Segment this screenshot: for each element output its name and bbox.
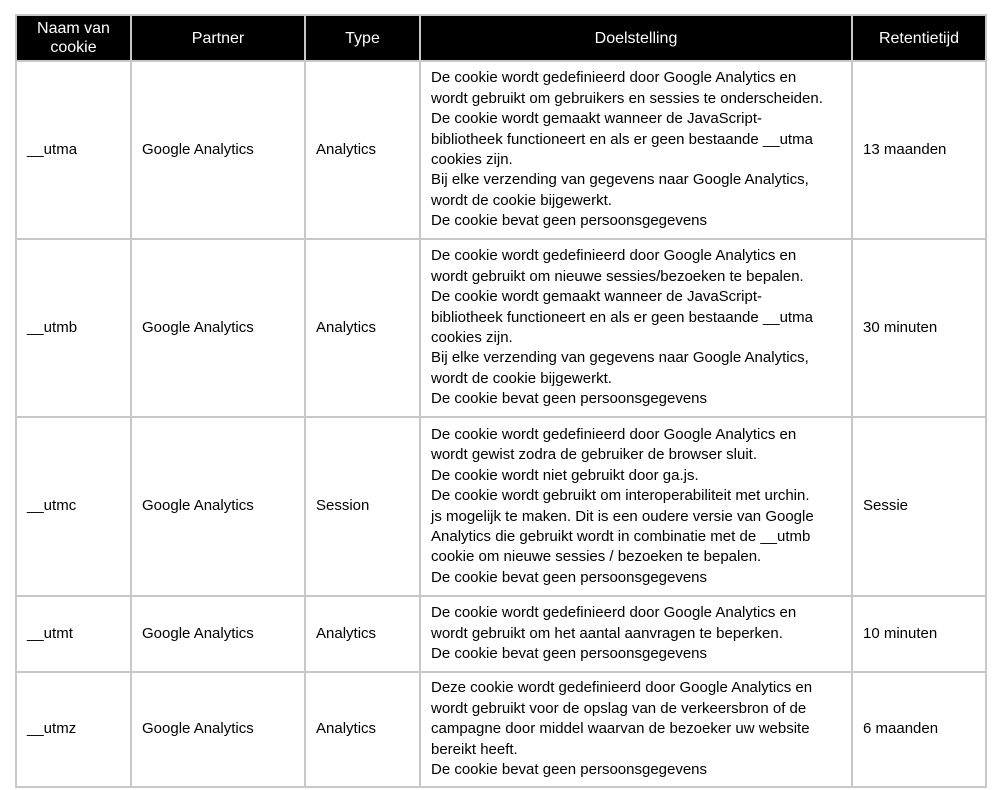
cookie-name-cell: __utmt: [16, 596, 131, 672]
purpose-line: De cookie bevat geen persoonsgegevens: [431, 212, 708, 230]
purpose-line: De cookie wordt gemaakt wanneer de JavaScript-: [431, 110, 762, 128]
purpose-line: De cookie wordt gedefinieerd door Google Analytics en: [431, 604, 797, 622]
purpose-line: Bij elke verzending van gegevens naar Google Analytics,: [431, 349, 809, 367]
retention-cell: 13 maanden: [852, 61, 986, 239]
purpose-line: js mogelijk te maken. Dit is een oudere versie van Google: [431, 507, 814, 525]
partner-cell: Google Analytics: [131, 61, 305, 239]
purpose-line: De cookie wordt gedefinieerd door Google Analytics en: [431, 247, 797, 265]
purpose-cell: [420, 672, 852, 787]
purpose-line: wordt de cookie bijgewerkt.: [431, 369, 612, 387]
purpose-line: bereikt heeft.: [431, 740, 518, 758]
header-row: [16, 15, 986, 61]
purpose-cell: [420, 596, 852, 672]
purpose-line: De cookie wordt gemaakt wanneer de JavaScript-: [431, 288, 762, 306]
cookie-table: [15, 14, 987, 788]
retention-cell: 10 minuten: [852, 596, 986, 672]
partner-cell: Google Analytics: [131, 239, 305, 417]
cookie-name-cell: __utmc: [16, 417, 131, 596]
purpose-cell: [420, 417, 852, 596]
purpose-line: Analytics die gebruikt wordt in combinatie met de __utmb: [431, 527, 811, 545]
purpose-line: cookies zijn.: [431, 151, 513, 168]
purpose-line: wordt de cookie bijgewerkt.: [431, 191, 612, 209]
table-header: [16, 15, 986, 61]
cookie-name-cell: __utmb: [16, 239, 131, 417]
purpose-line: bibliotheek functioneert en als er geen bestaande __utma: [431, 130, 813, 148]
purpose-line: wordt gewist zodra de gebruiker de browser sluit.: [431, 446, 757, 464]
header-purpose: Doelstelling: [420, 15, 852, 61]
purpose-line: De cookie bevat geen persoonsgegevens: [431, 645, 708, 663]
table-row: [16, 239, 986, 417]
purpose-line: Bij elke verzending van gegevens naar Google Analytics,: [431, 171, 809, 189]
type-cell: Session: [305, 417, 420, 596]
purpose-line: campagne door middel waarvan de bezoeker uw website: [431, 720, 810, 738]
purpose-line: wordt gebruikt om gebruikers en sessies te onderscheiden.: [431, 89, 823, 107]
purpose-line: De cookie bevat geen persoonsgegevens: [431, 390, 708, 408]
purpose-line: De cookie wordt gedefinieerd door Google Analytics en: [431, 69, 797, 87]
table-row: [16, 417, 986, 596]
purpose-line: wordt gebruikt voor de opslag van de verkeersbron of de: [431, 699, 807, 717]
purpose-line: De cookie wordt niet gebruikt door ga.js.: [431, 466, 699, 484]
partner-cell: Google Analytics: [131, 672, 305, 787]
retention-cell: Sessie: [852, 417, 986, 596]
retention-cell: 30 minuten: [852, 239, 986, 417]
purpose-line: De cookie bevat geen persoonsgegevens: [431, 568, 708, 586]
header-partner: Partner: [131, 15, 305, 61]
partner-cell: Google Analytics: [131, 417, 305, 596]
cookie-name-cell: __utmz: [16, 672, 131, 787]
table-body: [16, 61, 986, 787]
purpose-line: Deze cookie wordt gedefinieerd door Google Analytics en: [431, 679, 813, 697]
header-cookie-name: Naam van cookie: [16, 15, 131, 61]
header-type: Type: [305, 15, 420, 61]
purpose-line: bibliotheek functioneert en als er geen bestaande __utma: [431, 308, 813, 326]
type-cell: Analytics: [305, 672, 420, 787]
type-cell: Analytics: [305, 61, 420, 239]
type-cell: Analytics: [305, 239, 420, 417]
purpose-line: cookie om nieuwe sessies / bezoeken te bepalen.: [431, 548, 762, 566]
purpose-line: wordt gebruikt om het aantal aanvragen te beperken.: [431, 624, 783, 642]
purpose-line: De cookie bevat geen persoonsgegevens: [431, 761, 708, 779]
type-cell: Analytics: [305, 596, 420, 672]
purpose-cell: [420, 239, 852, 417]
partner-cell: Google Analytics: [131, 596, 305, 672]
purpose-line: De cookie wordt gebruikt om interoperabiliteit met urchin.: [431, 487, 810, 505]
cookie-name-cell: __utma: [16, 61, 131, 239]
purpose-line: De cookie wordt gedefinieerd door Google Analytics en: [431, 425, 797, 443]
header-retention: Retentietijd: [852, 15, 986, 61]
retention-cell: 6 maanden: [852, 672, 986, 787]
purpose-line: wordt gebruikt om nieuwe sessies/bezoeken te bepalen.: [431, 267, 804, 285]
table-row: [16, 61, 986, 239]
table-row: [16, 672, 986, 787]
purpose-cell: [420, 61, 852, 239]
purpose-line: cookies zijn.: [431, 329, 513, 346]
table-row: [16, 596, 986, 672]
